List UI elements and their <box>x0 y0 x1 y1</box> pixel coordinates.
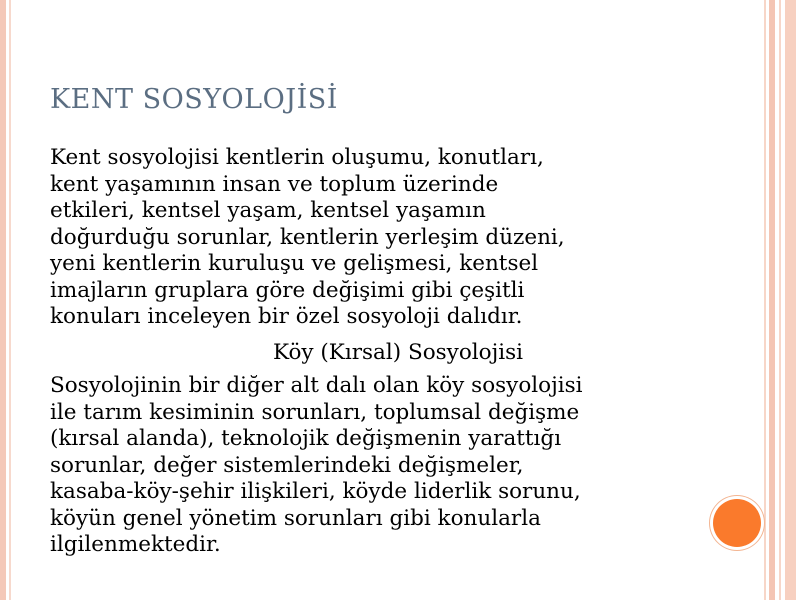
text-line: imajların gruplara göre değişimi gibi çeşitli <box>50 277 525 303</box>
subheading-koy-sosyolojisi: Köy (Kırsal) Sosyolojisi <box>273 340 524 365</box>
text-line: etkileri, kentsel yaşam, kentsel yaşamın <box>50 198 486 223</box>
paragraph-kent-sosyolojisi <box>50 145 700 331</box>
paragraph-koy-sosyolojisi <box>50 373 700 559</box>
text-line: yeni kentlerin kuruluşu ve gelişmesi, kentsel <box>50 251 539 276</box>
right-decorative-wide-stripe <box>785 0 796 600</box>
text-line: Sosyolojinin bir diğer alt dalı olan köy sosyolojisi <box>50 373 583 398</box>
text-line: konuları inceleyen bir özel sosyoloji dalıdır. <box>50 304 523 329</box>
right-decorative-stripe <box>769 0 775 600</box>
right-decorative-thin-stripe-2 <box>779 0 781 600</box>
right-decorative-thin-stripe <box>764 0 766 600</box>
text-line: (kırsal alanda), teknolojik değişmenin yarattığı <box>50 426 562 451</box>
text-line: kent yaşamının insan ve toplum üzerinde <box>50 171 499 197</box>
text-line: köyün genel yönetim sorunları gibi konularla <box>50 505 541 531</box>
slide-title: KENT SOSYOLOJİSİ <box>50 84 338 115</box>
text-line: kasaba-köy-şehir ilişkileri, köyde liderlik sorunu, <box>50 479 581 504</box>
text-line: ilgilenmektedir. <box>50 532 221 557</box>
left-decorative-thin-stripe <box>9 0 11 600</box>
left-decorative-stripe <box>0 0 6 600</box>
text-line: Kent sosyolojisi kentlerin oluşumu, konutları, <box>50 145 544 170</box>
orange-circle-decoration <box>713 499 761 547</box>
text-line: sorunlar, değer sistemlerindeki değişmeler, <box>50 452 524 478</box>
text-line: doğurduğu sorunlar, kentlerin yerleşim düzeni, <box>50 224 565 250</box>
text-line: ile tarım kesiminin sorunları, toplumsal değişme <box>50 399 580 425</box>
